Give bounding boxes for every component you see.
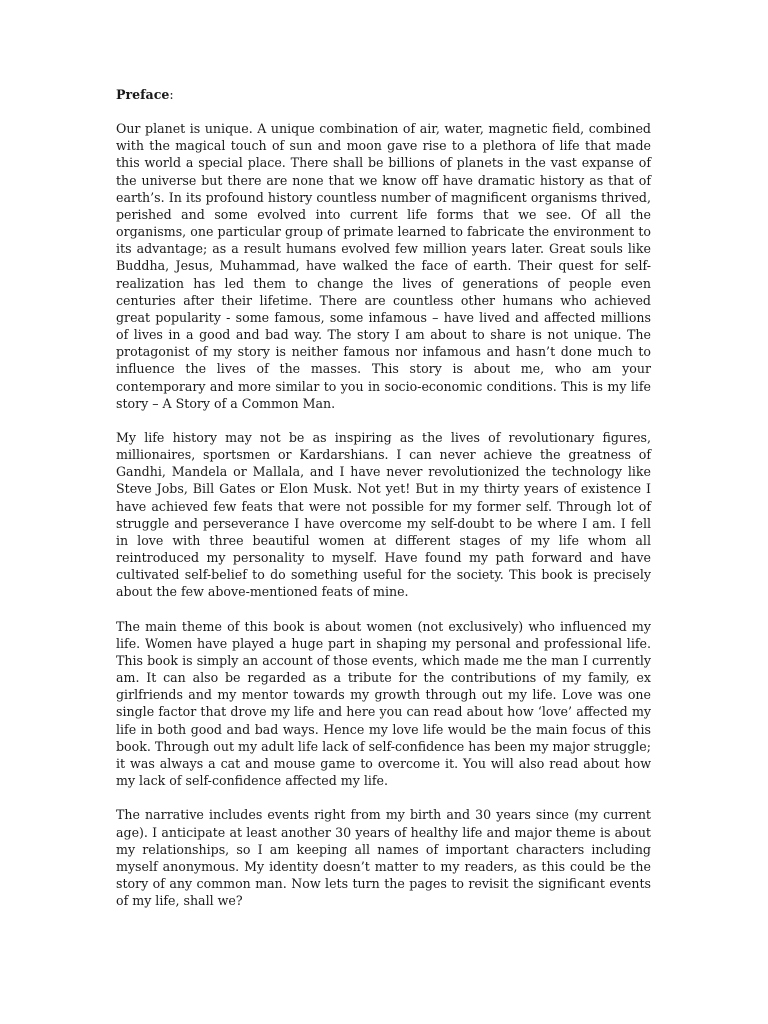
paragraph-life-history: My life history may not be as inspiring as the lives of revolutionary figures, millionaires, sportsmen or Kardarshians. I can never achieve the greatness of Gandhi, Mandela or Mallala, and I have never revolutionized the technology like Steve Jobs, Bill Gates or Elon Musk. Not yet! But in my thirty years of existence I have achieved few feats that were not possible for my former self. Through lot of struggle and perseverance I have overcome my self-doubt to be where I am. I fell in love with three beautiful women at different stages of my life whom all reintroduced my personality to myself. Have found my path forward and have cultivated self-belief to do something useful for the society. This book is precisely about the few above-mentioned feats of mine. xyxy=(116,429,651,600)
paragraph-main-theme: The main theme of this book is about women (not exclusively) who influenced my life. Women have played a huge part in shaping my personal and professional life. This book is simply an account of those events, which made me the man I currently am. It can also be regarded as a tribute for the contributions of my family, ex girlfriends and my mentor towards my growth through out my life. Love was one single factor that drove my life and here you can read about how ‘love’ affected my life in both good and bad ways. Hence my love life would be the main focus of this book. Through out my adult life lack of self-confidence has been my major struggle; it was always a cat and mouse game to overcome it. You will also read about how my lack of self-confidence affected my life. xyxy=(116,618,651,789)
preface-heading xyxy=(116,86,651,103)
paragraph-planet: Our planet is unique. A unique combination of air, water, magnetic field, combined with the magical touch of sun and moon gave rise to a plethora of life that made this world a special place. There shall be billions of planets in the vast expanse of the universe but there are none that we know off have dramatic history as that of earth’s. In its profound history countless number of magnificent organisms thrived, perished and some evolved into current life forms that we see. Of all the organisms, one particular group of primate learned to fabricate the environment to its advantage; as a result humans evolved few million years later. Great souls like Buddha, Jesus, Muhammad, have walked the face of earth. Their quest for self-realization has led them to change the lives of generations of people even centuries after their lifetime. There are countless other humans who achieved great popularity - some famous, some infamous – have lived and affected millions of lives in a good and bad way. The story I am about to share is not unique. The protagonist of my story is neither famous nor infamous and hasn’t done much to influence the lives of the masses. This story is about me, who am your contemporary and more similar to you in socio-economic conditions. This is my life story – A Story of a Common Man. xyxy=(116,121,651,411)
document-page xyxy=(116,86,651,926)
preface-heading-colon: : xyxy=(169,87,174,102)
preface-heading-title: Preface xyxy=(116,87,170,102)
paragraph-narrative: The narrative includes events right from my birth and 30 years since (my current age). I anticipate at least another 30 years of healthy life and major theme is about my relationships, so I am keeping all names of important characters including myself anonymous. My identity doesn’t matter to my readers, as this could be the story of any common man. Now lets turn the pages to revisit the significant events of my life, shall we? xyxy=(116,807,651,909)
